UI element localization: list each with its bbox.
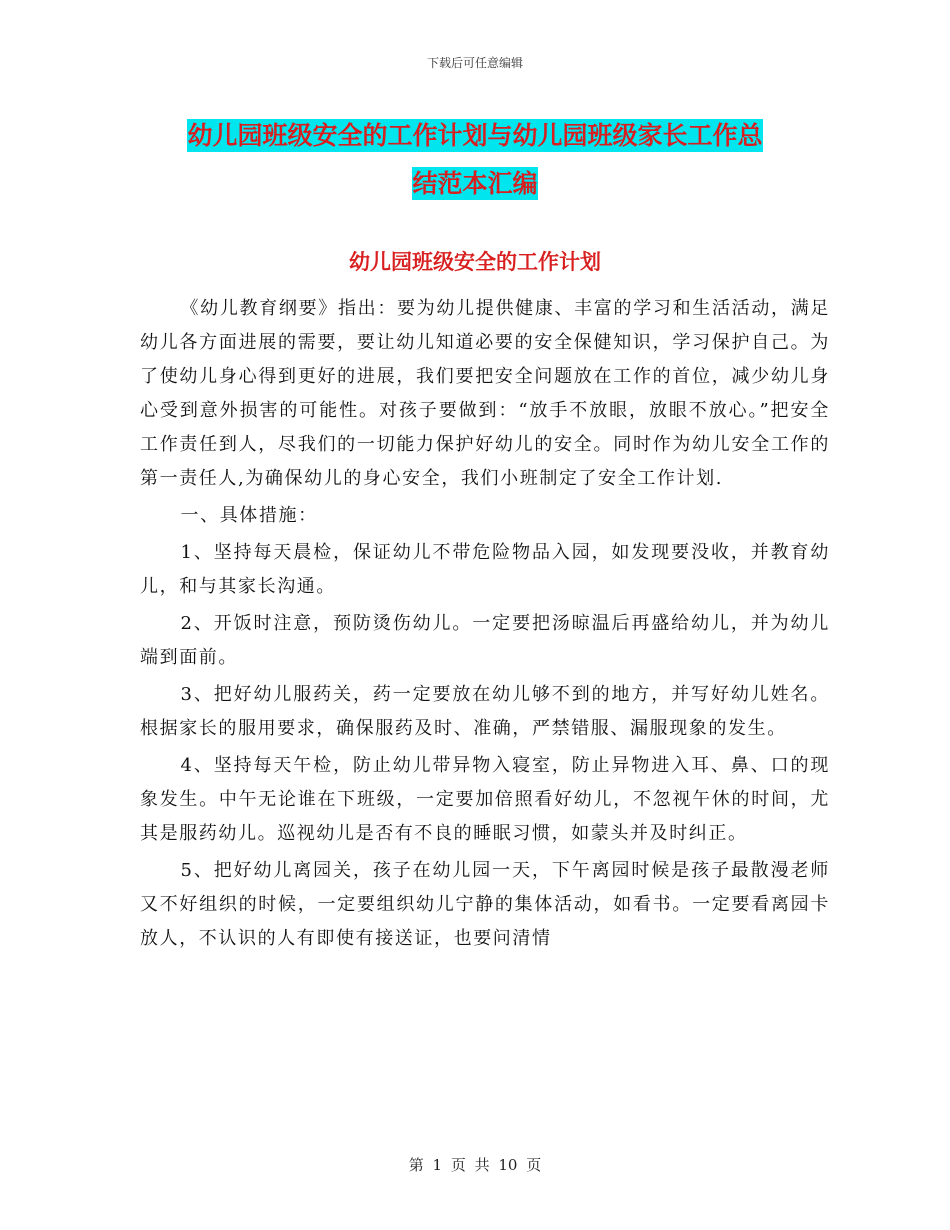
section-title: 幼儿园班级安全的工作计划 (349, 250, 601, 274)
paragraph-item-1: 1、坚持每天晨检，保证幼儿不带危险物品入园，如发现要没收，并教育幼儿，和与其家长沟通。 (140, 542, 830, 597)
title-line-1: 幼儿园班级安全的工作计划与幼儿园班级家长工作总 (187, 121, 763, 150)
header-note: 下载后可任意编辑 (426, 56, 523, 70)
paragraph-item-4: 4、坚持每天午检，防止幼儿带异物入寝室，防止异物进入耳、鼻、口的现象发生。中午无论谁在下班级，一定要加倍照看好幼儿，不忽视午休的时间，尤其是服药幼儿。巡视幼儿是否有不良的睡眠习惯，如蒙头并及时纠正。 (140, 755, 830, 844)
paragraph-item-3: 3、把好幼儿服药关，药一定要放在幼儿够不到的地方，并写好幼儿姓名。根据家长的服用要求，确保服药及时、准确，严禁错服、漏服现象的发生。 (140, 684, 830, 739)
paragraph-item-5: 5、把好幼儿离园关，孩子在幼儿园一天，下午离园时候是孩子最散漫老师又不好组织的时候，一定要组织幼儿宁静的集体活动，如看书。一定要看离园卡放人，不认识的人有即使有接送证，也要问清情 (140, 860, 830, 949)
paragraph-heading-measures: 一、具体措施： (180, 505, 318, 526)
page-footer: 第 1 页 共 10 页 (408, 1156, 542, 1174)
paragraph-intro: 《幼儿教育纲要》指出：要为幼儿提供健康、丰富的学习和生活活动，满足幼儿各方面进展的需要，要让幼儿知道必要的安全保健知识，学习保护自己。为了使幼儿身心得到更好的进展，我们要把安全问题放在工作的首位，减少幼儿身心受到意外损害的可能性。对孩子要做到：“放手不放眼，放眼不放心。”把安全工作责任到人，尽我们的一切能力保护好幼儿的安全。同时作为幼儿安全工作的第一责任人,为确保幼儿的身心安全，我们小班制定了安全工作计划. (140, 298, 830, 489)
body-text (140, 292, 830, 959)
paragraph-item-2: 2、开饭时注意，预防烫伤幼儿。一定要把汤晾温后再盛给幼儿，并为幼儿端到面前。 (140, 613, 830, 668)
title-line-2: 结范本汇编 (412, 169, 538, 198)
document-title (0, 112, 950, 208)
